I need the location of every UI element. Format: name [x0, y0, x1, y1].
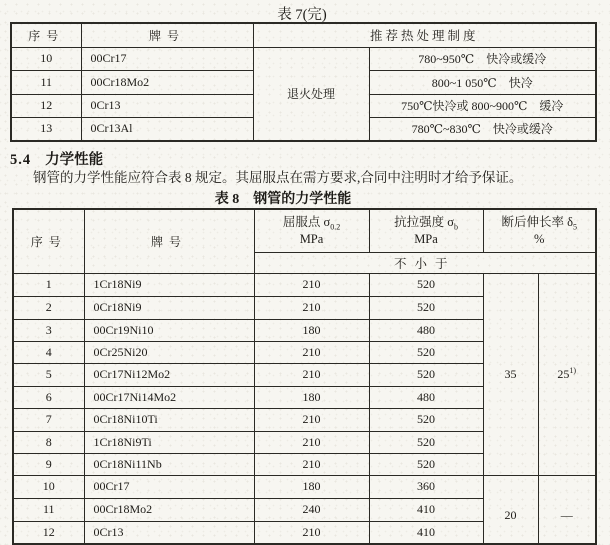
table7-header-heat: 推荐热处理制度	[253, 23, 596, 47]
table7-header-row	[11, 23, 596, 47]
tensile-cell: 410	[369, 521, 483, 544]
elongation-a-cell: 35	[483, 273, 538, 475]
tensile-label: 抗拉强度 σ	[394, 214, 454, 229]
grade-cell: 00Cr18Mo2	[81, 70, 253, 94]
temp-cell: 800~1 050℃ 快冷	[369, 70, 596, 94]
elongation-b-cell	[538, 273, 596, 475]
elongation-unit: %	[534, 231, 545, 246]
elongation-subscript: 5	[573, 222, 578, 232]
seq-cell: 12	[13, 521, 84, 544]
yield-cell: 210	[254, 363, 369, 386]
not-less-than-cell: 不小于	[254, 252, 596, 273]
grade-cell: 0Cr17Ni12Mo2	[84, 363, 254, 386]
seq-cell: 6	[13, 386, 84, 408]
grade-cell: 00Cr18Mo2	[84, 498, 254, 521]
temp-cell: 780℃~830℃ 快冷或缓冷	[369, 117, 596, 141]
tensile-cell: 520	[369, 273, 483, 296]
grade-cell: 1Cr18Ni9	[84, 273, 254, 296]
table8-title: 表 8 钢管的力学性能	[214, 192, 352, 207]
seq-cell: 3	[13, 319, 84, 341]
seq-cell: 2	[13, 296, 84, 319]
table8-row	[13, 475, 596, 498]
yield-cell: 210	[254, 521, 369, 544]
seq-cell: 9	[13, 453, 84, 475]
table7-header-seq: 序号	[11, 23, 81, 47]
temp-cell: 750℃快冷或 800~900℃ 缓冷	[369, 94, 596, 117]
grade-cell: 00Cr17	[84, 475, 254, 498]
tensile-cell: 520	[369, 296, 483, 319]
grade-cell: 0Cr13Al	[81, 117, 253, 141]
grade-cell: 0Cr13	[81, 94, 253, 117]
table8-header-seq: 序号	[13, 209, 84, 273]
tensile-cell: 480	[369, 319, 483, 341]
seq-cell: 7	[13, 408, 84, 431]
grade-cell: 00Cr17	[81, 47, 253, 70]
yield-cell: 180	[254, 386, 369, 408]
elongation-b-cell: —	[538, 475, 596, 544]
seq-cell: 8	[13, 431, 84, 453]
yield-cell: 210	[254, 273, 369, 296]
seq-cell: 12	[11, 94, 81, 117]
table7-title: 表 7(完)	[277, 7, 327, 23]
tensile-cell: 520	[369, 408, 483, 431]
section-number: 5.4	[10, 152, 32, 168]
section-body-text: 钢管的力学性能应符合表 8 规定。其屈服点在需方要求,合同中注明时才给予保证。	[33, 170, 523, 185]
tensile-cell: 410	[369, 498, 483, 521]
table8-row	[13, 273, 596, 296]
annealing-cell: 退火处理	[253, 47, 369, 141]
yield-cell: 210	[254, 341, 369, 363]
seq-cell: 13	[11, 117, 81, 141]
table8-header-row	[13, 209, 596, 252]
grade-cell: 0Cr13	[84, 521, 254, 544]
elongation-b-value: 25	[557, 366, 570, 381]
seq-cell: 11	[11, 70, 81, 94]
table7-header-grade: 牌号	[81, 23, 253, 47]
yield-unit: MPa	[299, 231, 324, 246]
table8-header-yield	[254, 209, 369, 252]
tensile-cell: 520	[369, 341, 483, 363]
yield-cell: 210	[254, 431, 369, 453]
yield-cell: 240	[254, 498, 369, 521]
grade-cell: 1Cr18Ni9Ti	[84, 431, 254, 453]
tensile-cell: 520	[369, 431, 483, 453]
seq-cell: 11	[13, 498, 84, 521]
yield-cell: 180	[254, 475, 369, 498]
seq-cell: 10	[13, 475, 84, 498]
temp-cell: 780~950℃ 快冷或缓冷	[369, 47, 596, 70]
yield-cell: 210	[254, 408, 369, 431]
section-title: 力学性能	[45, 152, 104, 168]
yield-cell: 210	[254, 296, 369, 319]
grade-cell: 0Cr18Ni11Nb	[84, 453, 254, 475]
seq-cell: 4	[13, 341, 84, 363]
seq-cell: 5	[13, 363, 84, 386]
tensile-cell: 360	[369, 475, 483, 498]
table8-header-grade: 牌号	[84, 209, 254, 273]
table8-mechanical-properties	[12, 208, 597, 545]
tensile-cell: 520	[369, 453, 483, 475]
yield-label: 屈服点 σ	[282, 214, 331, 229]
yield-subscript: 0.2	[330, 222, 341, 232]
grade-cell: 0Cr18Ni9	[84, 296, 254, 319]
table8-header-elongation	[483, 209, 596, 252]
yield-cell: 210	[254, 453, 369, 475]
grade-cell: 0Cr18Ni10Ti	[84, 408, 254, 431]
grade-cell: 00Cr17Ni14Mo2	[84, 386, 254, 408]
tensile-subscript: b	[453, 222, 458, 232]
seq-cell: 10	[11, 47, 81, 70]
footnote-superscript: 1)	[569, 365, 577, 375]
tensile-unit: MPa	[414, 231, 438, 246]
grade-cell: 00Cr19Ni10	[84, 319, 254, 341]
elongation-label: 断后伸长率 δ	[501, 214, 574, 229]
tensile-cell: 480	[369, 386, 483, 408]
grade-cell: 0Cr25Ni20	[84, 341, 254, 363]
tensile-cell: 520	[369, 363, 483, 386]
table7-heat-treatment	[10, 22, 597, 142]
table7-row	[11, 47, 596, 70]
seq-cell: 1	[13, 273, 84, 296]
yield-cell: 180	[254, 319, 369, 341]
table8-header-tensile	[369, 209, 483, 252]
elongation-a-cell: 20	[483, 475, 538, 544]
